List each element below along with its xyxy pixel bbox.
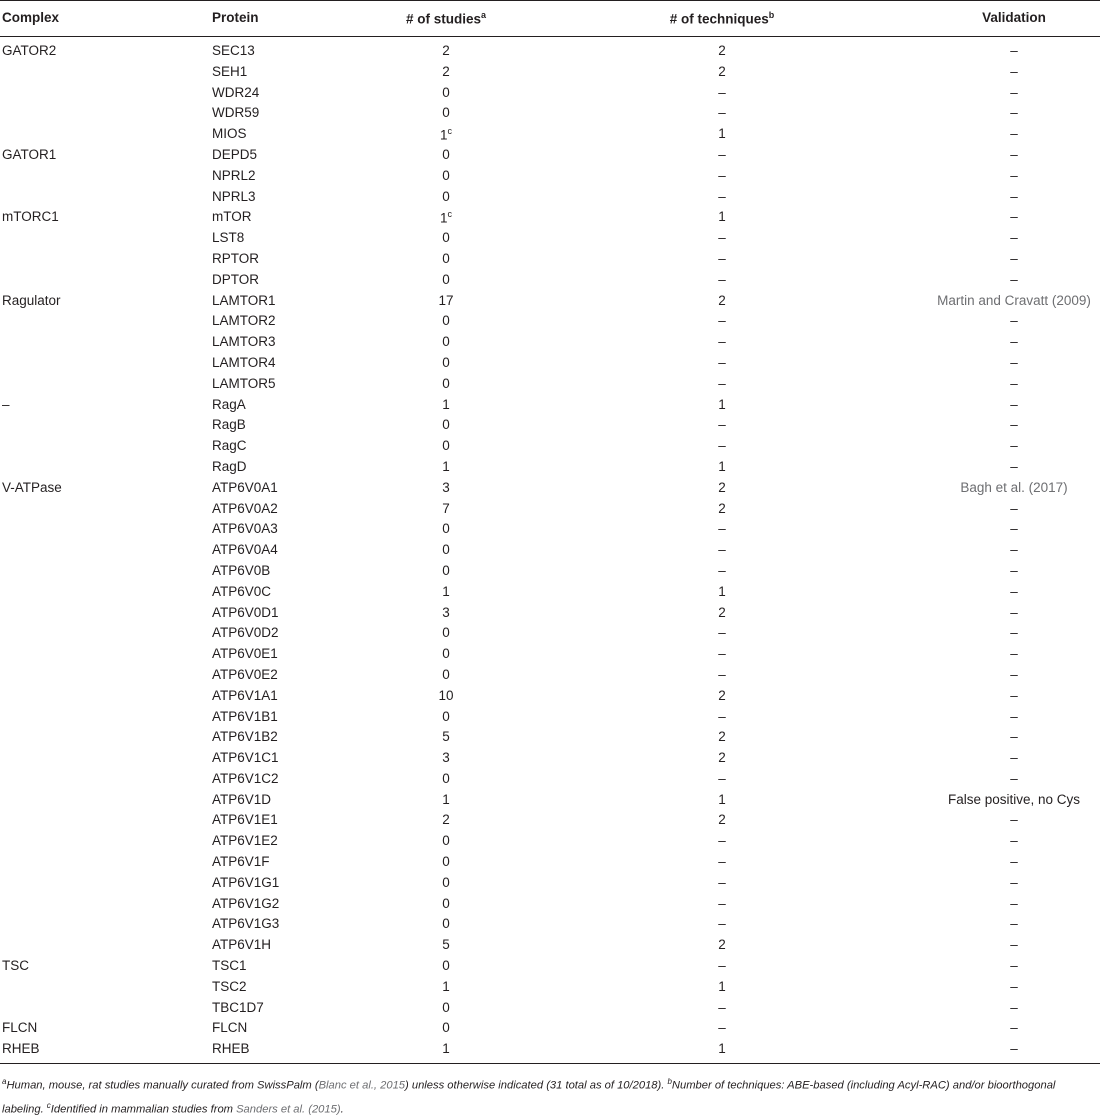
cell-studies-value: 0 [442, 854, 450, 870]
cell-techniques-value: 1 [718, 978, 726, 994]
cell-protein: SEH1 [212, 63, 248, 79]
table-row [0, 62, 1100, 83]
cell-studies-value: 0 [442, 646, 450, 662]
cell-techniques-value: 2 [718, 43, 726, 58]
cell-techniques-value: 1 [718, 396, 726, 412]
table-row [0, 956, 1100, 977]
cell-protein: LAMTOR1 [212, 292, 276, 308]
cell-protein: RHEB [212, 1041, 250, 1057]
cell-techniques-value: – [718, 708, 726, 724]
cell-protein: ATP6V0A3 [212, 521, 278, 537]
cell-techniques-value: – [718, 666, 726, 682]
footnote-a-text-end: ) unless otherwise indicated (31 total as of 10/2018). [405, 1079, 668, 1092]
cell-validation-value: – [1010, 687, 1018, 703]
cell-techniques-value: 2 [718, 63, 726, 79]
table-row [0, 540, 1100, 561]
cell-validation-value: – [1010, 770, 1018, 786]
cell-studies-value: 0 [442, 895, 450, 911]
cell-validation-value: – [1010, 937, 1018, 953]
cell-complex: mTORC1 [2, 209, 59, 225]
table-row [0, 187, 1100, 208]
cell-protein: ATP6V0E1 [212, 646, 278, 662]
table-row [0, 457, 1100, 478]
cell-techniques-value: 1 [718, 126, 726, 142]
cell-studies-value: 0 [442, 146, 450, 162]
cell-complex: Ragulator [2, 292, 61, 308]
cell-validation-value: – [1010, 209, 1018, 225]
cell-protein: ATP6V1G3 [212, 916, 280, 932]
cell-studies-value: 0 [442, 105, 450, 121]
cell-techniques-value: 2 [718, 812, 726, 828]
cell-complex: – [2, 396, 10, 412]
table-row [0, 707, 1100, 728]
cell-techniques-value: – [718, 521, 726, 537]
cell-validation-value: – [1010, 1041, 1018, 1057]
table-row [0, 291, 1100, 312]
cell-techniques-value: – [718, 188, 726, 204]
table-row [0, 623, 1100, 644]
cell-studies-value: 0 [442, 916, 450, 932]
cell-complex: GATOR2 [2, 43, 57, 58]
table-row [0, 415, 1100, 436]
cell-validation-value: – [1010, 978, 1018, 994]
cell-studies-value: 0 [442, 313, 450, 329]
cell-validation-value: – [1010, 43, 1018, 58]
table-row [0, 436, 1100, 457]
cell-validation-value: – [1010, 313, 1018, 329]
cell-studies-value: 3 [442, 479, 450, 495]
table-row [0, 478, 1100, 499]
cell-studies-footnote-mark: c [447, 209, 453, 220]
cell-validation-value: – [1010, 167, 1018, 183]
cell-studies-value: 0 [442, 999, 450, 1015]
cell-techniques-value: 1 [718, 583, 726, 599]
cell-validation-value: – [1010, 63, 1018, 79]
cell-protein: ATP6V0A1 [212, 479, 278, 495]
header-protein: Protein [212, 10, 259, 25]
table-row [0, 83, 1100, 104]
cell-techniques-value: – [718, 271, 726, 287]
cell-validation-value: – [1010, 666, 1018, 682]
table-row [0, 228, 1100, 249]
cell-studies-value: 2 [442, 63, 450, 79]
cell-protein: RagA [212, 396, 246, 412]
cell-validation-value: – [1010, 895, 1018, 911]
cell-validation-value: – [1010, 562, 1018, 578]
cell-validation-value[interactable]: Martin and Cravatt (2009) [937, 292, 1091, 308]
table-row [0, 561, 1100, 582]
cell-validation-value: – [1010, 542, 1018, 558]
table-row [0, 519, 1100, 540]
cell-protein: WDR59 [212, 105, 260, 121]
cell-complex: GATOR1 [2, 146, 57, 162]
cell-techniques-value: – [718, 625, 726, 641]
cell-protein: FLCN [212, 1020, 248, 1036]
cell-validation-value: – [1010, 396, 1018, 412]
cell-techniques-value: 2 [718, 292, 726, 308]
cell-protein: ATP6V1A1 [212, 687, 278, 703]
cell-studies-value: 0 [442, 625, 450, 641]
cell-protein: LAMTOR5 [212, 375, 276, 391]
cell-validation-value: – [1010, 521, 1018, 537]
footnote-a-text: Human, mouse, rat studies manually curated from SwissPalm ( [6, 1079, 319, 1092]
cell-protein: SEC13 [212, 43, 255, 58]
cell-techniques-value: – [718, 999, 726, 1015]
cell-validation-value: – [1010, 84, 1018, 100]
cell-techniques-value: 2 [718, 729, 726, 745]
cell-studies-value: 0 [442, 708, 450, 724]
cell-validation-value: – [1010, 625, 1018, 641]
cell-complex: V-ATPase [2, 479, 62, 495]
table-row [0, 914, 1100, 935]
table-row [0, 103, 1100, 124]
cell-validation-value: – [1010, 230, 1018, 246]
cell-protein: ATP6V1E2 [212, 833, 278, 849]
cell-protein: LAMTOR2 [212, 313, 276, 329]
cell-validation-value: – [1010, 375, 1018, 391]
cell-studies-value: 0 [442, 874, 450, 890]
cell-studies-value: 0 [442, 1020, 450, 1036]
table-row [0, 353, 1100, 374]
cell-validation-value: – [1010, 458, 1018, 474]
cell-techniques-value: – [718, 313, 726, 329]
footnote-b-mark: b [667, 1077, 672, 1087]
cell-studies-value: 3 [442, 604, 450, 620]
cell-studies-value: 3 [442, 750, 450, 766]
cell-studies-value: 7 [442, 500, 450, 516]
table-row [0, 1018, 1100, 1039]
cell-studies-value: 5 [442, 937, 450, 953]
cell-validation-value: – [1010, 812, 1018, 828]
cell-protein: RagC [212, 438, 247, 454]
cell-validation-value: – [1010, 583, 1018, 599]
cell-techniques-value: – [718, 916, 726, 932]
cell-techniques-value: – [718, 105, 726, 121]
cell-studies-value: 0 [442, 521, 450, 537]
cell-studies-value: 1 [442, 583, 450, 599]
cell-techniques-value: – [718, 874, 726, 890]
cell-protein: ATP6V0A4 [212, 542, 278, 558]
cell-protein: ATP6V0C [212, 583, 272, 599]
cell-techniques-value: 1 [718, 1041, 726, 1057]
cell-protein: ATP6V1G1 [212, 874, 280, 890]
cell-techniques-value: – [718, 895, 726, 911]
cell-techniques-value: 2 [718, 687, 726, 703]
cell-validation-value: – [1010, 604, 1018, 620]
cell-studies-value: 0 [442, 167, 450, 183]
cell-techniques-value: – [718, 250, 726, 266]
table-row [0, 644, 1100, 665]
cell-validation-value: – [1010, 188, 1018, 204]
cell-studies-value: 0 [442, 542, 450, 558]
cell-protein: LAMTOR3 [212, 334, 276, 350]
cell-studies-value: 0 [442, 666, 450, 682]
table-row [0, 748, 1100, 769]
cell-protein: DEPD5 [212, 146, 258, 162]
table-footnotes [0, 1064, 1100, 1119]
table-row [0, 582, 1100, 603]
cell-protein: ATP6V1B1 [212, 708, 278, 724]
cell-protein: mTOR [212, 209, 252, 225]
cell-techniques-value: 2 [718, 479, 726, 495]
cell-protein: LAMTOR4 [212, 354, 276, 370]
cell-protein: ATP6V0E2 [212, 666, 278, 682]
cell-validation-value[interactable]: Bagh et al. (2017) [960, 479, 1068, 495]
cell-protein: ATP6V1B2 [212, 729, 278, 745]
cell-protein: ATP6V0D1 [212, 604, 279, 620]
cell-validation-value: – [1010, 708, 1018, 724]
cell-complex: FLCN [2, 1020, 38, 1036]
cell-techniques-value: – [718, 334, 726, 350]
cell-techniques-value: – [718, 167, 726, 183]
cell-protein: WDR24 [212, 84, 260, 100]
footnote-b-text: Number of techniques: ABE-based (including Acyl-RAC) and/or bioorthogonal labeling. [2, 1079, 1056, 1116]
table-row [0, 41, 1100, 62]
table-row [0, 499, 1100, 520]
cell-techniques-value: 2 [718, 604, 726, 620]
cell-techniques-value: 2 [718, 500, 726, 516]
cell-protein: ATP6V0A2 [212, 500, 278, 516]
table-row [0, 207, 1100, 228]
table-row [0, 998, 1100, 1019]
cell-validation-value: – [1010, 334, 1018, 350]
cell-techniques-value: – [718, 417, 726, 433]
cell-techniques-value: – [718, 375, 726, 391]
cell-protein: RagD [212, 458, 247, 474]
cell-protein: NPRL2 [212, 167, 256, 183]
cell-techniques-value: – [718, 770, 726, 786]
cell-studies-value: 0 [442, 334, 450, 350]
cell-studies-value: 0 [442, 770, 450, 786]
table-header: Complex Protein # of studies$^a$ # of techniques$^b$ Validation [0, 0, 1100, 37]
cell-studies-value: 0 [442, 375, 450, 391]
cell-protein: TSC2 [212, 978, 247, 994]
table-row [0, 124, 1100, 145]
cell-protein: RPTOR [212, 250, 260, 266]
table-row [0, 894, 1100, 915]
cell-validation-value: – [1010, 833, 1018, 849]
cell-protein: ATP6V0B [212, 562, 271, 578]
table-row [0, 145, 1100, 166]
table-row [0, 374, 1100, 395]
cell-complex: RHEB [2, 1041, 40, 1057]
cell-validation-value: – [1010, 105, 1018, 121]
cell-techniques-value: – [718, 542, 726, 558]
cell-techniques-value: 1 [718, 458, 726, 474]
cell-techniques-value: – [718, 833, 726, 849]
cell-protein: LST8 [212, 230, 245, 246]
cell-techniques-value: – [718, 646, 726, 662]
table-row [0, 603, 1100, 624]
cell-studies-value: 0 [442, 354, 450, 370]
cell-protein: ATP6V1C2 [212, 770, 279, 786]
cell-protein: RagB [212, 417, 246, 433]
cell-validation-value: – [1010, 999, 1018, 1015]
cell-studies-value: 0 [442, 230, 450, 246]
cell-protein: MIOS [212, 126, 247, 142]
table-row [0, 249, 1100, 270]
table-row [0, 332, 1100, 353]
cell-techniques-value: – [718, 438, 726, 454]
cell-studies-value: 2 [442, 43, 450, 58]
cell-studies-value: 1 [440, 210, 448, 226]
cell-techniques-value: – [718, 1020, 726, 1036]
cell-protein: TSC1 [212, 958, 247, 974]
cell-protein: ATP6V1C1 [212, 750, 279, 766]
cell-studies-value: 1 [442, 458, 450, 474]
table-row [0, 665, 1100, 686]
footnote-c-text: Identified in mammalian studies from [50, 1103, 237, 1116]
table-row [0, 270, 1100, 291]
cell-protein: NPRL3 [212, 188, 256, 204]
cell-studies-value: 0 [442, 958, 450, 974]
table-row [0, 727, 1100, 748]
cell-techniques-value: – [718, 230, 726, 246]
cell-protein: ATP6V1D [212, 791, 272, 807]
cell-validation-value: – [1010, 854, 1018, 870]
cell-studies-value: 0 [442, 84, 450, 100]
cell-protein: ATP6V0D2 [212, 625, 279, 641]
cell-protein: DPTOR [212, 271, 260, 287]
table-row [0, 790, 1100, 811]
cell-validation-value: – [1010, 438, 1018, 454]
cell-studies-value: 0 [442, 271, 450, 287]
table-body [0, 37, 1100, 1060]
cell-studies-value: 1 [442, 791, 450, 807]
cell-studies-value: 0 [442, 438, 450, 454]
cell-studies-value: 1 [442, 978, 450, 994]
cell-techniques-value: 1 [718, 209, 726, 225]
cell-validation-value: False positive, no Cys [947, 791, 1081, 807]
footnote-c-text-end: . [340, 1103, 344, 1116]
cell-complex: TSC [2, 958, 29, 974]
cell-validation-value: – [1010, 500, 1018, 516]
cell-studies-value: 10 [438, 687, 454, 703]
cell-studies-value: 0 [442, 417, 450, 433]
cell-validation-value: – [1010, 874, 1018, 890]
cell-validation-value: – [1010, 354, 1018, 370]
cell-techniques-value: – [718, 562, 726, 578]
cell-validation-value: – [1010, 250, 1018, 266]
cell-techniques-value: – [718, 354, 726, 370]
table-row [0, 166, 1100, 187]
cell-validation-value: – [1010, 750, 1018, 766]
cell-protein: ATP6V1E1 [212, 812, 278, 828]
cell-validation-value: – [1010, 146, 1018, 162]
cell-studies-value: 1 [442, 396, 450, 412]
header-complex: Complex [2, 10, 60, 25]
cell-protein: TBC1D7 [212, 999, 264, 1015]
cell-protein: ATP6V1H [212, 937, 272, 953]
cell-techniques-value: 1 [718, 791, 726, 807]
cell-validation-value: – [1010, 271, 1018, 287]
table-row [0, 873, 1100, 894]
cell-protein: ATP6V1F [212, 854, 270, 870]
cell-studies-value: 0 [442, 188, 450, 204]
cell-validation-value: – [1010, 126, 1018, 142]
cell-techniques-value: – [718, 146, 726, 162]
table-row [0, 831, 1100, 852]
table-row [0, 1039, 1100, 1060]
cell-techniques-value: – [718, 854, 726, 870]
cell-validation-value: – [1010, 417, 1018, 433]
footnote-a-mark: a [2, 1077, 7, 1087]
table-row [0, 935, 1100, 956]
footnote-a-ref-link[interactable]: Blanc et al., 2015 [318, 1079, 406, 1092]
table-row [0, 977, 1100, 998]
cell-techniques-value: 2 [718, 937, 726, 953]
cell-studies-value: 1 [440, 127, 448, 143]
footnote-c-mark: c [46, 1100, 51, 1110]
cell-studies-value: 0 [442, 250, 450, 266]
cell-validation-value: – [1010, 646, 1018, 662]
cell-validation-value: – [1010, 729, 1018, 745]
cell-studies-value: 1 [442, 1041, 450, 1057]
cell-validation-value: – [1010, 916, 1018, 932]
cell-protein: ATP6V1G2 [212, 895, 280, 911]
cell-techniques-value: – [718, 84, 726, 100]
cell-studies-footnote-mark: c [447, 126, 453, 137]
cell-techniques-value: 2 [718, 750, 726, 766]
cell-techniques-value: – [718, 958, 726, 974]
table-row [0, 769, 1100, 790]
cell-validation-value: – [1010, 958, 1018, 974]
table-row [0, 810, 1100, 831]
cell-studies-value: 5 [442, 729, 450, 745]
cell-validation-value: – [1010, 1020, 1018, 1036]
cell-studies-value: 17 [438, 292, 454, 308]
table-row [0, 395, 1100, 416]
cell-studies-value: 0 [442, 833, 450, 849]
footnote-c-ref-link[interactable]: Sanders et al. (2015) [236, 1103, 341, 1116]
table-row [0, 852, 1100, 873]
cell-studies-value: 2 [442, 812, 450, 828]
table-row [0, 686, 1100, 707]
cell-studies-value: 0 [442, 562, 450, 578]
table-row [0, 311, 1100, 332]
